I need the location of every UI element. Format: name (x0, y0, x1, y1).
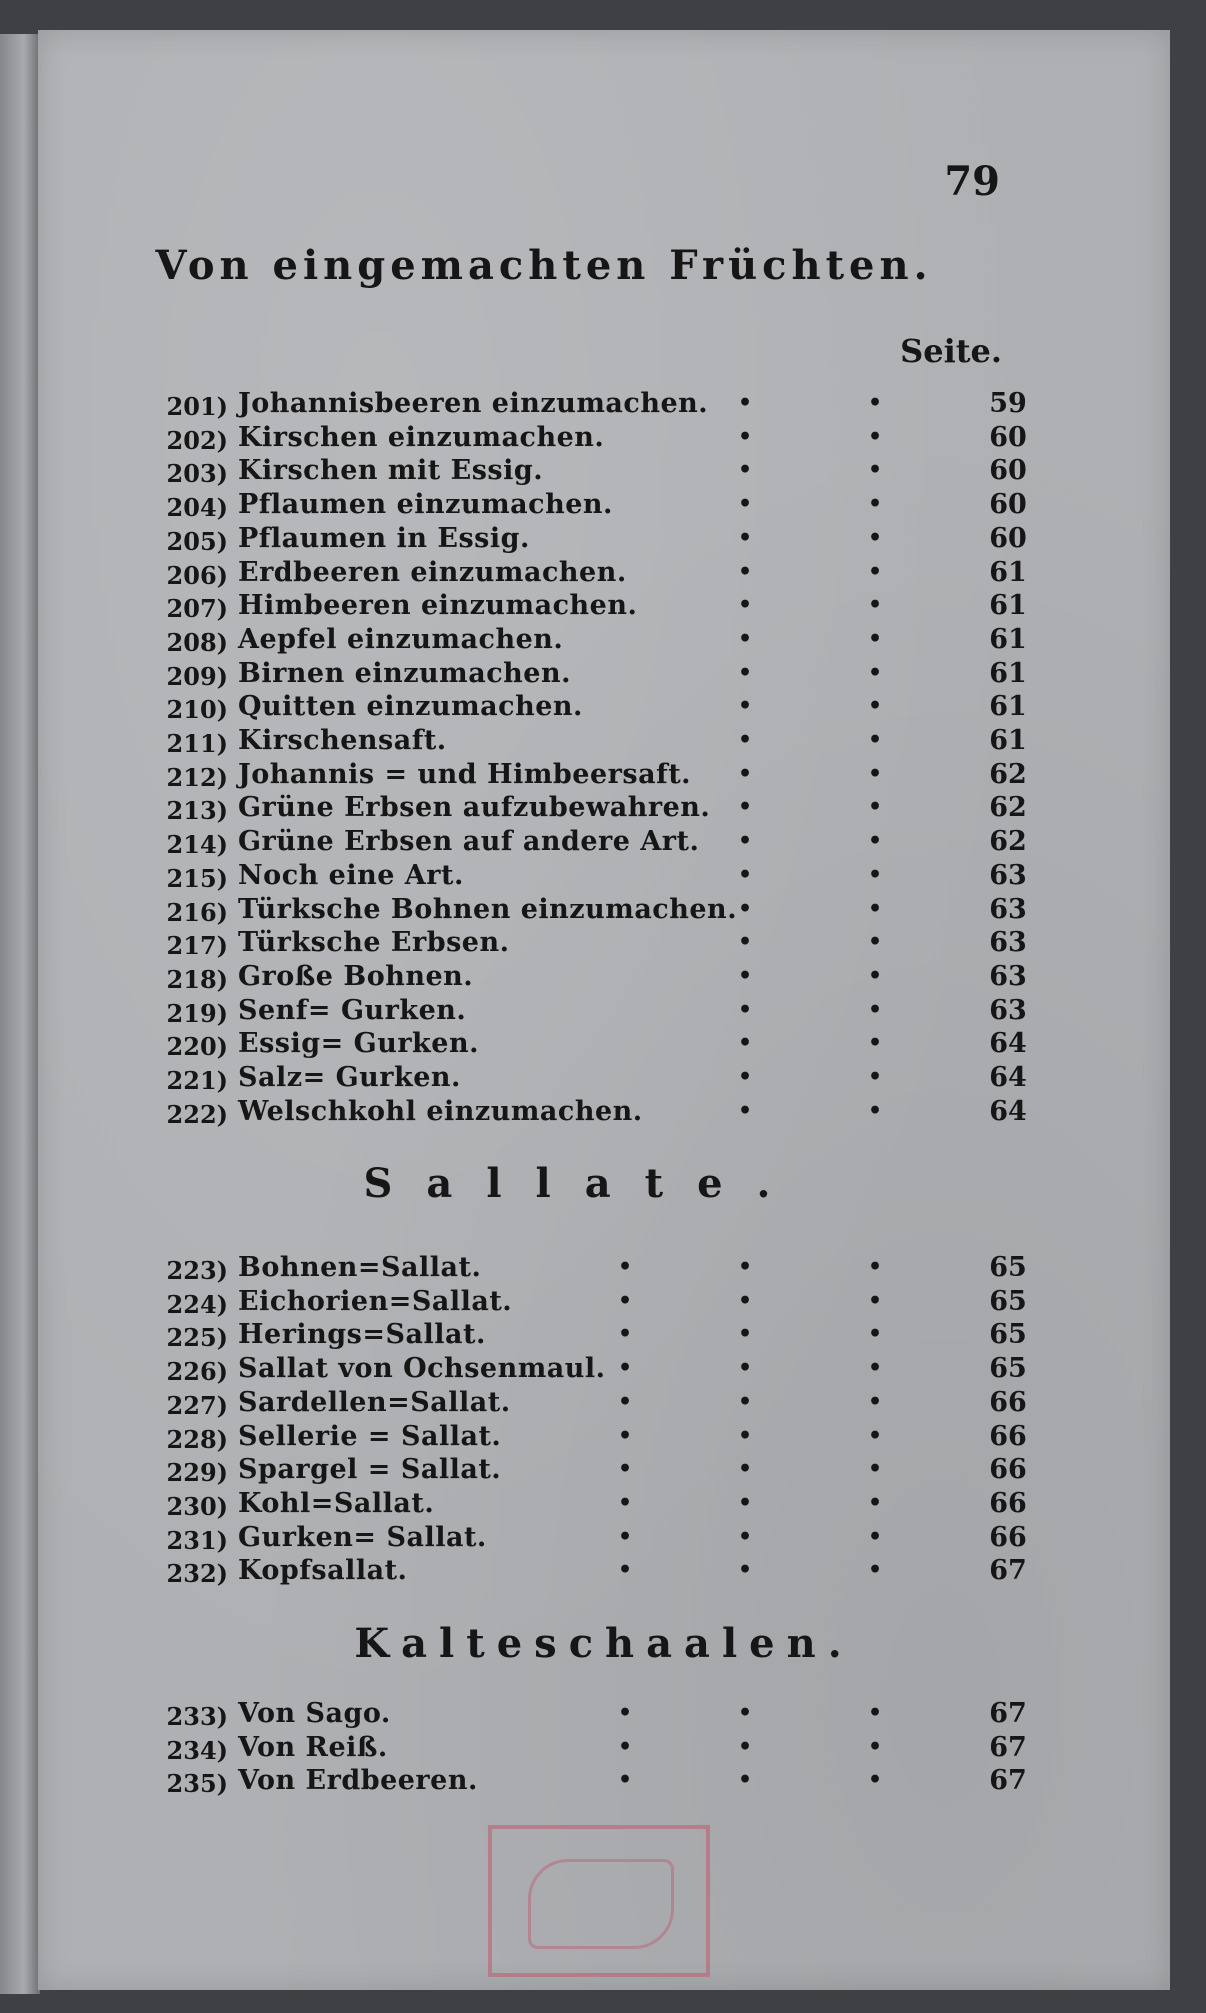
entry-number: 201) (166, 392, 228, 421)
entry-number: 217) (166, 931, 228, 961)
entry-number: 202) (166, 425, 228, 455)
entry-page: 60 (989, 489, 1027, 521)
entry-number: 224) (166, 1289, 228, 1319)
leader-mark: • (868, 659, 883, 686)
entry-page: 65 (989, 1285, 1027, 1317)
toc-entry (38, 725, 1170, 758)
leader-mark: • (868, 1489, 883, 1516)
entry-page: 65 (989, 1353, 1027, 1385)
leader-mark: • (738, 390, 753, 416)
leader-mark: • (868, 1321, 883, 1348)
toc-entry (38, 590, 1170, 623)
entry-number: 207) (166, 594, 228, 624)
entry-number: 213) (166, 796, 228, 826)
entry-number: 223) (166, 1256, 228, 1285)
leader-mark: • (738, 1388, 753, 1415)
entry-page: 61 (989, 590, 1027, 622)
leader-mark: • (868, 727, 883, 753)
toc-entry (38, 995, 1170, 1028)
entry-number: 226) (166, 1357, 228, 1387)
section-title-fruits: Von eingemachten Früchten. (155, 242, 933, 289)
toc-entry (38, 691, 1170, 724)
leader-mark: • (868, 1355, 883, 1382)
entry-page: 61 (989, 657, 1027, 689)
leader-mark: • (738, 727, 753, 753)
toc-entry (38, 792, 1170, 825)
entry-number: 225) (166, 1323, 228, 1353)
leader-mark: • (738, 794, 753, 821)
toc-entry (38, 860, 1170, 893)
leader-mark: • (868, 457, 883, 484)
entry-page: 64 (989, 1062, 1027, 1093)
stamp-mark (528, 1859, 674, 1949)
leader-mark: • (618, 1767, 633, 1794)
toc-entry (38, 927, 1170, 960)
leader-mark: • (738, 895, 753, 922)
leader-mark: • (868, 1064, 883, 1090)
leader-mark: • (738, 558, 753, 585)
leader-mark: • (738, 1287, 753, 1314)
toc-entry (38, 1353, 1170, 1386)
leader-mark: • (868, 491, 883, 518)
leader-mark: • (738, 1523, 753, 1550)
entry-number: 215) (166, 863, 228, 893)
leader-mark: • (738, 1456, 753, 1483)
leader-mark: • (868, 996, 883, 1023)
library-stamp (488, 1825, 710, 1977)
toc-entry (38, 1454, 1170, 1487)
leader-mark: • (868, 1388, 883, 1415)
entry-page: 65 (989, 1252, 1027, 1283)
entry-number: 235) (166, 1769, 228, 1799)
entry-title: Große Bohnen. (238, 960, 474, 992)
entry-number: 220) (166, 1032, 228, 1062)
leader-mark: • (868, 828, 883, 855)
entry-title: Birnen einzumachen. (238, 657, 572, 689)
entry-title: Pflaumen in Essig. (238, 522, 530, 554)
entry-number: 229) (166, 1458, 228, 1488)
toc-entry (38, 1096, 1170, 1129)
leader-mark: • (868, 929, 883, 956)
entry-title: Türksche Erbsen. (238, 927, 510, 959)
leader-mark: • (868, 390, 883, 416)
entry-page: 64 (989, 1028, 1027, 1060)
entry-page: 63 (989, 960, 1027, 992)
entry-number: 233) (166, 1702, 228, 1731)
leader-mark: • (738, 1557, 753, 1584)
leader-mark: • (738, 693, 753, 720)
entry-page: 61 (989, 725, 1027, 756)
entry-page: 66 (989, 1521, 1027, 1553)
entry-title: Gurken= Sallat. (238, 1521, 487, 1553)
entry-number: 211) (166, 729, 228, 758)
entry-page: 60 (989, 455, 1027, 487)
leader-mark: • (868, 1557, 883, 1584)
leader-mark: • (738, 1097, 753, 1124)
toc-entry (38, 489, 1170, 522)
toc-entry (38, 1555, 1170, 1588)
leader-mark: • (738, 1254, 753, 1280)
leader-mark: • (618, 1700, 633, 1726)
leader-mark: • (618, 1489, 633, 1516)
leader-mark: • (618, 1456, 633, 1483)
entry-page: 66 (989, 1386, 1027, 1418)
leader-mark: • (868, 760, 883, 787)
book-page (38, 30, 1170, 1990)
entry-page: 67 (989, 1698, 1027, 1729)
leader-mark: • (868, 558, 883, 585)
page-number: 79 (944, 158, 1000, 205)
toc-entry (38, 1488, 1170, 1521)
entry-number: 221) (166, 1066, 228, 1095)
leader-mark: • (738, 1422, 753, 1449)
entry-title: Kirschensaft. (238, 725, 447, 756)
leader-mark: • (738, 861, 753, 888)
leader-mark: • (868, 1097, 883, 1124)
facing-page-edge (0, 34, 40, 1994)
leader-mark: • (738, 828, 753, 855)
entry-number: 210) (166, 695, 228, 725)
entry-title: Welschkohl einzumachen. (238, 1095, 643, 1127)
leader-mark: • (868, 962, 883, 989)
entry-number: 205) (166, 526, 228, 556)
toc-entry (38, 1286, 1170, 1319)
entry-title: Sardellen=Sallat. (238, 1386, 511, 1418)
leader-mark: • (618, 1254, 633, 1280)
entry-title: Pflaumen einzumachen. (238, 489, 613, 521)
toc-entry (38, 1421, 1170, 1454)
leader-mark: • (618, 1287, 633, 1314)
entry-number: 204) (166, 493, 228, 523)
leader-mark: • (738, 659, 753, 686)
toc-entry (38, 422, 1170, 455)
leader-mark: • (868, 592, 883, 619)
entry-title: Erdbeeren einzumachen. (238, 556, 627, 588)
entry-title: Herings=Sallat. (238, 1319, 486, 1351)
leader-mark: • (868, 1287, 883, 1314)
leader-mark: • (738, 1733, 753, 1760)
leader-mark: • (868, 1254, 883, 1280)
leader-mark: • (738, 962, 753, 989)
toc-entry (38, 1319, 1170, 1352)
entry-title: Johannisbeeren einzumachen. (238, 388, 709, 419)
toc-entry (38, 388, 1170, 421)
entry-title: Essig= Gurken. (238, 1028, 479, 1060)
leader-mark: • (738, 491, 753, 518)
toc-entry (38, 1522, 1170, 1555)
column-header-seite: Seite. (900, 332, 1002, 370)
entry-number: 214) (166, 830, 228, 860)
entry-page: 61 (989, 623, 1027, 655)
entry-title: Von Erdbeeren. (238, 1765, 478, 1797)
entry-number: 228) (166, 1424, 228, 1454)
entry-page: 66 (989, 1454, 1027, 1486)
toc-entry (38, 1387, 1170, 1420)
leader-mark: • (868, 625, 883, 652)
leader-mark: • (738, 1030, 753, 1057)
entry-page: 63 (989, 994, 1027, 1026)
entry-number: 232) (166, 1559, 228, 1589)
toc-entry (38, 1698, 1170, 1731)
entry-page: 67 (989, 1765, 1027, 1797)
entry-page: 61 (989, 556, 1027, 588)
toc-entry (38, 1028, 1170, 1061)
entry-title: Salz= Gurken. (238, 1062, 461, 1093)
entry-title: Eichorien=Sallat. (238, 1285, 513, 1317)
entry-title: Johannis = und Himbeersaft. (238, 758, 692, 790)
leader-mark: • (868, 524, 883, 551)
leader-mark: • (618, 1733, 633, 1760)
entry-title: Quitten einzumachen. (238, 691, 583, 723)
entry-page: 61 (989, 691, 1027, 723)
leader-mark: • (738, 996, 753, 1023)
leader-mark: • (868, 1030, 883, 1057)
leader-mark: • (738, 1355, 753, 1382)
entry-number: 230) (166, 1491, 228, 1521)
entry-title: Noch eine Art. (238, 859, 464, 891)
leader-mark: • (868, 895, 883, 922)
entry-title: Von Reiß. (238, 1731, 388, 1763)
entry-page: 60 (989, 421, 1027, 453)
toc-entry (38, 624, 1170, 657)
entry-page: 60 (989, 522, 1027, 554)
leader-mark: • (738, 524, 753, 551)
entry-page: 62 (989, 792, 1027, 824)
leader-mark: • (618, 1523, 633, 1550)
entry-title: Aepfel einzumachen. (238, 623, 564, 655)
leader-mark: • (738, 929, 753, 956)
leader-mark: • (738, 457, 753, 484)
entry-page: 67 (989, 1731, 1027, 1763)
entry-title: Von Sago. (238, 1698, 391, 1729)
entry-page: 64 (989, 1095, 1027, 1127)
entry-number: 218) (166, 964, 228, 994)
entry-page: 62 (989, 826, 1027, 858)
entry-number: 231) (166, 1525, 228, 1555)
entry-page: 63 (989, 927, 1027, 959)
entry-page: 65 (989, 1319, 1027, 1351)
toc-entry (38, 1252, 1170, 1285)
toc-entry (38, 826, 1170, 859)
entry-page: 63 (989, 859, 1027, 891)
leader-mark: • (738, 760, 753, 787)
leader-mark: • (738, 1489, 753, 1516)
leader-mark: • (738, 1700, 753, 1726)
leader-mark: • (868, 693, 883, 720)
leader-mark: • (868, 1700, 883, 1726)
entry-number: 209) (166, 661, 228, 691)
entry-title: Grüne Erbsen aufzubewahren. (238, 792, 711, 824)
entry-number: 212) (166, 762, 228, 792)
entry-number: 222) (166, 1099, 228, 1129)
leader-mark: • (738, 423, 753, 450)
entry-page: 66 (989, 1420, 1027, 1452)
leader-mark: • (738, 592, 753, 619)
entry-page: 63 (989, 893, 1027, 925)
entry-number: 203) (166, 459, 228, 489)
leader-mark: • (868, 423, 883, 450)
entry-page: 59 (989, 388, 1027, 419)
entry-title: Kohl=Sallat. (238, 1487, 435, 1519)
leader-mark: • (618, 1557, 633, 1584)
entry-title: Spargel = Sallat. (238, 1454, 502, 1486)
leader-mark: • (868, 1456, 883, 1483)
leader-mark: • (738, 625, 753, 652)
entry-number: 219) (166, 998, 228, 1028)
toc-entry (38, 523, 1170, 556)
entry-page: 66 (989, 1487, 1027, 1519)
entry-page: 67 (989, 1555, 1027, 1587)
entry-title: Sallat von Ochsenmaul. (238, 1353, 606, 1385)
leader-mark: • (738, 1064, 753, 1090)
toc-entry (38, 557, 1170, 590)
leader-mark: • (738, 1767, 753, 1794)
leader-mark: • (738, 1321, 753, 1348)
entry-title: Bohnen=Sallat. (238, 1252, 482, 1283)
entry-number: 216) (166, 897, 228, 927)
entry-title: Kopfsallat. (238, 1555, 408, 1587)
leader-mark: • (618, 1321, 633, 1348)
leader-mark: • (868, 794, 883, 821)
entry-page: 62 (989, 758, 1027, 790)
entry-number: 208) (166, 627, 228, 657)
leader-mark: • (618, 1388, 633, 1415)
toc-entry (38, 759, 1170, 792)
toc-entry (38, 455, 1170, 488)
toc-entry (38, 1062, 1170, 1095)
leader-mark: • (868, 1422, 883, 1449)
toc-entry (38, 658, 1170, 691)
entry-title: Sellerie = Sallat. (238, 1420, 502, 1452)
section-title-cold-soups: Kalteschaalen. (354, 1620, 854, 1667)
leader-mark: • (868, 861, 883, 888)
entry-title: Kirschen mit Essig. (238, 455, 544, 487)
toc-entry (38, 894, 1170, 927)
leader-mark: • (618, 1355, 633, 1382)
entry-title: Türksche Bohnen einzumachen. (238, 893, 738, 925)
entry-title: Senf= Gurken. (238, 994, 467, 1026)
leader-mark: • (868, 1523, 883, 1550)
entry-number: 227) (166, 1390, 228, 1420)
toc-entry (38, 961, 1170, 994)
entry-title: Grüne Erbsen auf andere Art. (238, 826, 700, 858)
entry-number: 206) (166, 560, 228, 590)
entry-title: Himbeeren einzumachen. (238, 590, 638, 622)
leader-mark: • (868, 1733, 883, 1760)
leader-mark: • (618, 1422, 633, 1449)
entry-title: Kirschen einzumachen. (238, 421, 605, 453)
toc-entry (38, 1765, 1170, 1798)
section-title-salads: Sallate. (363, 1160, 805, 1207)
toc-entry (38, 1732, 1170, 1765)
entry-number: 234) (166, 1735, 228, 1765)
leader-mark: • (868, 1767, 883, 1794)
